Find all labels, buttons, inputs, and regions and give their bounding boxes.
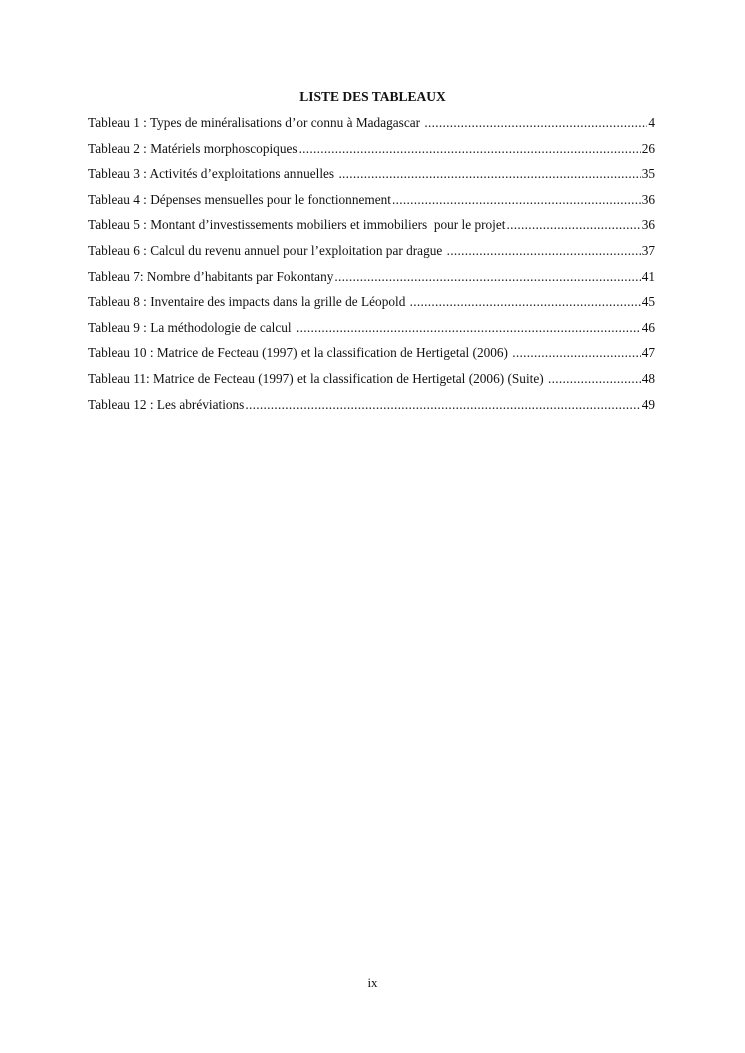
toc-entry-page: 37 xyxy=(641,242,655,258)
toc-entry[interactable] xyxy=(88,320,655,346)
toc-entry-label: Tableau 11: Matrice de Fecteau (1997) et la classification de Hertigetal (2006) (Suite) xyxy=(88,370,547,386)
page-number: ix xyxy=(367,975,378,990)
dot-leader xyxy=(512,345,640,361)
dot-leader xyxy=(410,294,641,310)
toc-entry-label: Tableau 7: Nombre d’habitants par Fokontany xyxy=(88,268,334,284)
dot-leader xyxy=(245,397,640,413)
dot-leader xyxy=(334,269,640,285)
toc-entry[interactable] xyxy=(88,371,655,397)
toc-entry-page: 48 xyxy=(641,370,655,386)
toc-entry-label: Tableau 9 : La méthodologie de calcul xyxy=(88,319,295,335)
toc-entry-page: 41 xyxy=(641,268,655,284)
toc-entry[interactable] xyxy=(88,269,655,295)
dot-leader xyxy=(392,192,641,208)
toc-entry-page: 49 xyxy=(641,396,655,412)
toc-entry-page: 45 xyxy=(641,294,655,310)
toc-entry-label: Tableau 2 : Matériels morphoscopiques xyxy=(88,140,298,156)
dot-leader xyxy=(296,320,641,336)
toc-entry-label: Tableau 3 : Activités d’exploitations annuelles xyxy=(88,166,338,182)
toc-entry-label: Tableau 1 : Types de minéralisations d’or connu à Madagascar xyxy=(88,115,424,130)
toc-entry-label: Tableau 6 : Calcul du revenu annuel pour l’exploitation par drague xyxy=(88,242,446,258)
toc-entry-page: 4 xyxy=(648,115,655,130)
dot-leader xyxy=(424,115,647,131)
toc-entry-label: Tableau 8 : Inventaire des impacts dans la grille de Léopold xyxy=(88,294,409,310)
dot-leader xyxy=(338,166,640,182)
toc-entry[interactable] xyxy=(88,397,655,423)
toc-entry[interactable] xyxy=(88,243,655,269)
toc-entry-label: Tableau 10 : Matrice de Fecteau (1997) et la classification de Hertigetal (2006) xyxy=(88,345,512,361)
toc-entry[interactable] xyxy=(88,294,655,320)
table-list xyxy=(88,115,655,422)
toc-entry[interactable] xyxy=(88,345,655,371)
toc-entry-page: 36 xyxy=(641,217,655,233)
toc-entry-page: 46 xyxy=(641,319,655,335)
toc-entry-page: 47 xyxy=(641,345,655,361)
toc-entry-label: Tableau 4 : Dépenses mensuelles pour le fonctionnement xyxy=(88,191,391,207)
toc-entry-label: Tableau 12 : Les abréviations xyxy=(88,396,245,412)
toc-entry[interactable] xyxy=(88,192,655,218)
toc-entry[interactable] xyxy=(88,141,655,167)
dot-leader xyxy=(299,141,641,157)
toc-entry-page: 26 xyxy=(641,140,655,156)
dot-leader xyxy=(548,371,641,387)
toc-entry[interactable] xyxy=(88,217,655,243)
toc-entry-page: 35 xyxy=(641,166,655,182)
toc-entry-page: 36 xyxy=(641,191,655,207)
toc-entry-label: Tableau 5 : Montant d’investissements mobiliers et immobiliers pour le projet xyxy=(88,217,506,233)
page-title: LISTE DES TABLEAUX xyxy=(299,89,446,104)
dot-leader xyxy=(506,217,640,233)
toc-entry[interactable] xyxy=(88,166,655,192)
toc-entry[interactable] xyxy=(88,115,655,141)
dot-leader xyxy=(447,243,641,259)
